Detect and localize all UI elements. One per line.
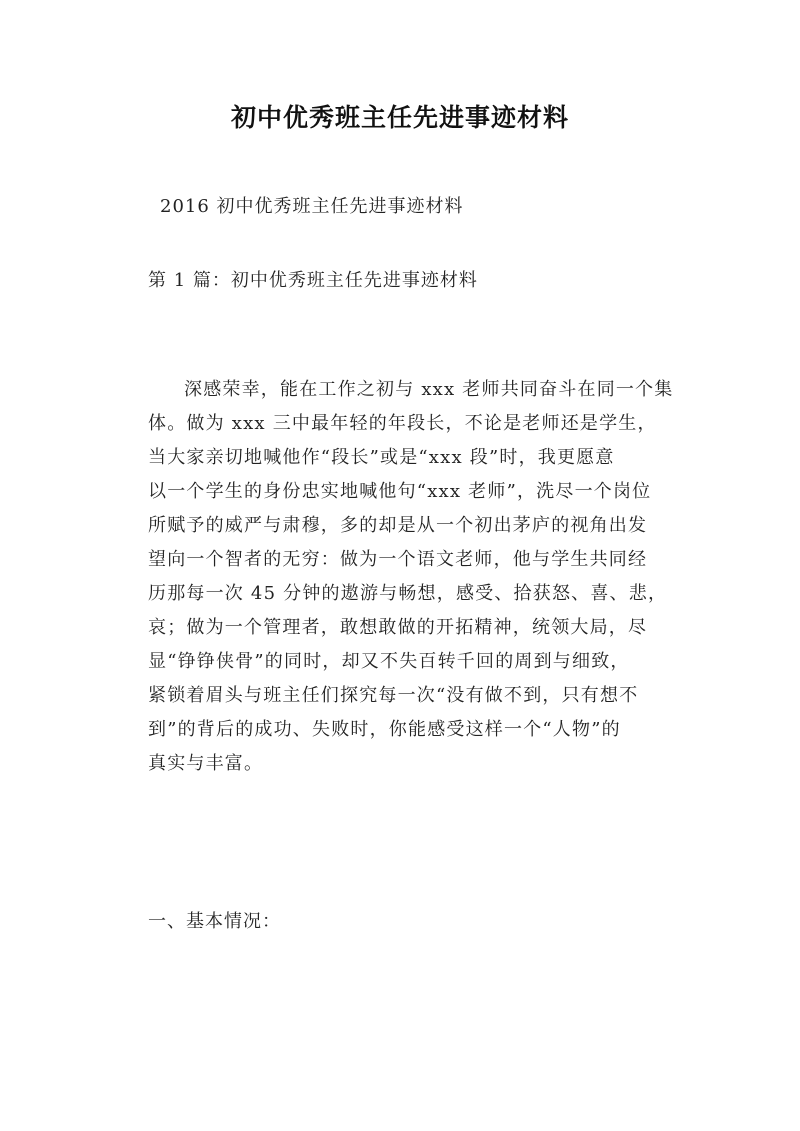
document-subtitle: 2016 初中优秀班主任先进事迹材料 (160, 196, 464, 217)
paragraph-line: 以一个学生的身份忠实地喊他句“xxx 老师”，洗尽一个岗位 (148, 481, 652, 502)
paragraph-line: 当大家亲切地喊他作“段长”或是“xxx 段”时，我更愿意 (148, 447, 615, 468)
body-paragraph (148, 373, 674, 781)
paragraph-line: 体。做为 xxx 三中最年轻的年段长，不论是老师还是学生， (148, 413, 657, 434)
paragraph-line: 哀；做为一个管理者，敢想敢做的开拓精神，统领大局，尽 (148, 617, 648, 638)
paragraph-line: 历那每一次 45 分钟的遨游与畅想，感受、拾获怒、喜、悲， (148, 583, 668, 604)
document-title: 初中优秀班主任先进事迹材料 (230, 103, 569, 132)
section-heading: 一、基本情况： (148, 911, 281, 932)
paragraph-line: 所赋予的威严与肃穆，多的却是从一个初出茅庐的视角出发 (148, 515, 648, 536)
paragraph-line: 真实与丰富。 (148, 753, 264, 774)
paragraph-line: 紧锁着眉头与班主任们探究每一次“没有做不到，只有想不 (148, 685, 639, 706)
chapter-heading: 第 1 篇：初中优秀班主任先进事迹材料 (148, 270, 478, 291)
paragraph-line: 到”的背后的成功、失败时，你能感受这样一个“人物”的 (148, 719, 621, 740)
paragraph-line: 望向一个智者的无穷：做为一个语文老师，他与学生共同经 (148, 549, 648, 570)
paragraph-line: 显“铮铮侠骨”的同时，却又不失百转千回的周到与细致， (148, 651, 630, 672)
paragraph-line: 深感荣幸，能在工作之初与 xxx 老师共同奋斗在同一个集 (184, 379, 674, 400)
